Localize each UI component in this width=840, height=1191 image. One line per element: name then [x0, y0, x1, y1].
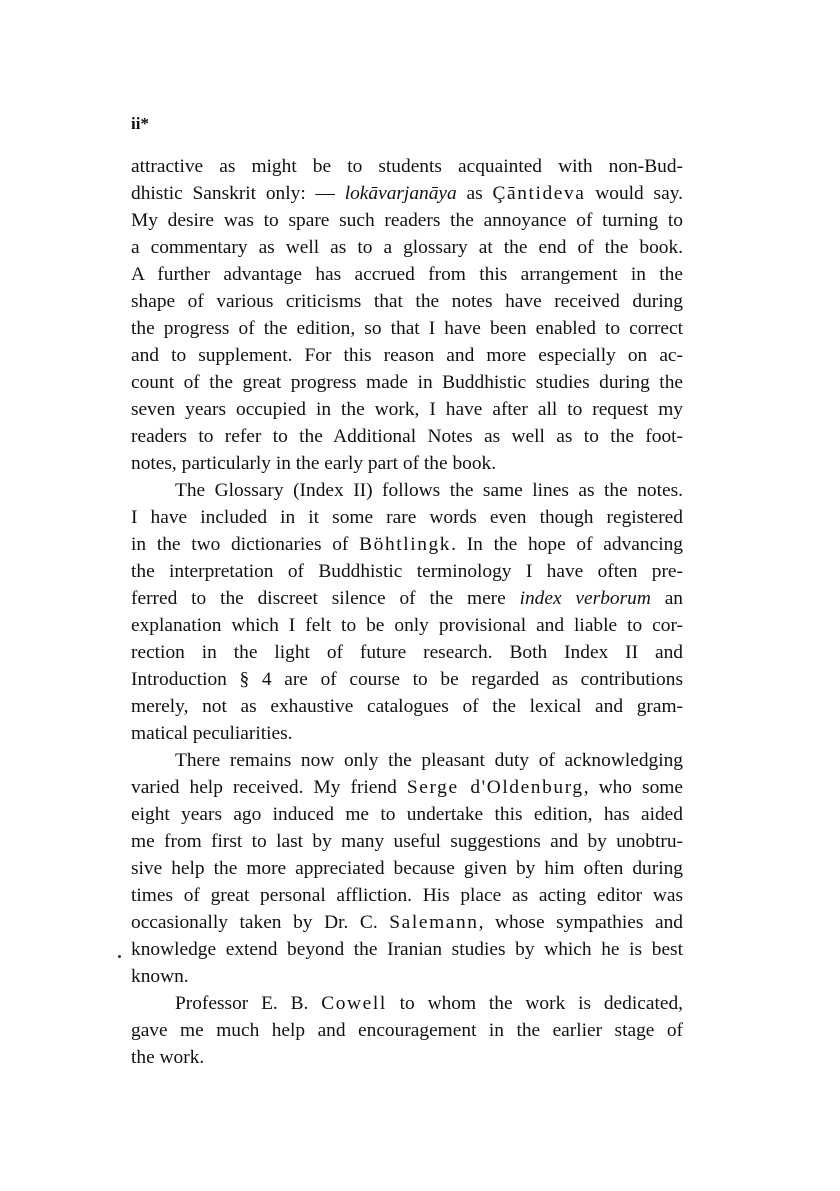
text-segment: the work. — [131, 1047, 205, 1068]
text-segment: The Glossary (Index II) follows the same lines as the notes. — [175, 480, 683, 501]
text-line — [131, 450, 683, 477]
text-line — [131, 585, 683, 612]
text-line — [131, 693, 683, 720]
text-segment: shape of various criticisms that the notes have received during — [131, 291, 683, 312]
text-segment: count of the great progress made in Buddhistic studies during the — [131, 372, 683, 393]
text-segment: , whose sympathies and — [478, 912, 683, 933]
text-line — [131, 207, 683, 234]
margin-mark — [118, 955, 121, 958]
text-segment: as — [456, 183, 493, 204]
page-number: ii* — [131, 114, 149, 133]
text-segment: matical peculiarities. — [131, 723, 293, 744]
text-segment: knowledge extend beyond the Iranian studies by which he is best — [131, 939, 683, 960]
text-segment: I have included in it some rare words even though registered — [131, 507, 683, 528]
text-line — [131, 639, 683, 666]
text-line — [131, 1044, 683, 1071]
text-segment: explanation which I felt to be only provisional and liable to cor- — [131, 615, 683, 636]
text-line — [131, 504, 683, 531]
spaced-name: Böhtlingk — [359, 534, 452, 555]
text-line — [131, 612, 683, 639]
text-line — [131, 855, 683, 882]
text-line — [131, 261, 683, 288]
text-line — [131, 369, 683, 396]
text-line — [131, 666, 683, 693]
text-segment: in the two dictionaries of — [131, 534, 360, 555]
text-line — [131, 909, 683, 936]
text-segment: sive help the more appreciated because given by him often during — [131, 858, 683, 879]
text-line — [131, 153, 683, 180]
text-segment: to whom the work is dedicated, — [386, 993, 683, 1014]
text-line — [131, 963, 683, 990]
text-segment: rection in the light of future research. Both Index II and — [131, 642, 683, 663]
text-line — [131, 558, 683, 585]
text-line — [131, 396, 683, 423]
text-segment: eight years ago induced me to undertake this edition, has aided — [131, 804, 683, 825]
text-segment: merely, not as exhaustive catalogues of the lexical and gram- — [131, 696, 683, 717]
text-segment: attractive as might be to students acquainted with non-Bud- — [131, 156, 683, 177]
text-line — [131, 801, 683, 828]
text-segment: seven years occupied in the work, I have after all to request my — [131, 399, 683, 420]
text-segment: the progress of the edition, so that I have been enabled to correct — [131, 318, 683, 339]
text-line — [131, 720, 683, 747]
text-segment: notes, particularly in the early part of the book. — [131, 453, 497, 474]
text-line — [131, 1017, 683, 1044]
text-line — [131, 531, 683, 558]
text-segment: and to supplement. For this reason and more especially on ac- — [131, 345, 683, 366]
text-segment: My desire was to spare such readers the annoyance of turning to — [131, 210, 683, 231]
text-segment: A further advantage has accrued from this arrangement in the — [131, 264, 683, 285]
text-line — [131, 234, 683, 261]
italic-term: index verborum — [519, 588, 651, 609]
text-line — [131, 423, 683, 450]
text-line — [131, 936, 683, 963]
spaced-name: Cowell — [321, 993, 387, 1014]
text-segment: the interpretation of Buddhistic terminology I have often pre- — [131, 561, 683, 582]
text-segment: . In the hope of advancing — [451, 534, 683, 555]
text-segment: Professor E. B. — [175, 993, 322, 1014]
text-line — [131, 342, 683, 369]
text-line — [131, 477, 683, 504]
text-segment: gave me much help and encouragement in the earlier stage of — [131, 1020, 683, 1041]
italic-term: lokāvarjanāya — [344, 183, 457, 204]
text-segment: dhistic Sanskrit only: — — [131, 183, 345, 204]
text-segment: varied help received. My friend — [131, 777, 407, 798]
text-line — [131, 828, 683, 855]
text-segment: times of great personal affliction. His place as acting editor was — [131, 885, 683, 906]
text-segment: There remains now only the pleasant duty of acknowledging — [175, 750, 683, 771]
text-line — [131, 774, 683, 801]
text-segment: would say. — [585, 183, 683, 204]
text-line — [131, 315, 683, 342]
text-segment: an — [650, 588, 683, 609]
text-segment: , who some — [583, 777, 683, 798]
text-line — [131, 882, 683, 909]
text-segment: ferred to the discreet silence of the mere — [131, 588, 520, 609]
text-segment: Introduction § 4 are of course to be regarded as contributions — [131, 669, 683, 690]
text-line — [131, 747, 683, 774]
spaced-name: Çāntideva — [492, 183, 586, 204]
text-line — [131, 180, 683, 207]
text-segment: known. — [131, 966, 189, 987]
text-segment: a commentary as well as to a glossary at the end of the book. — [131, 237, 683, 258]
spaced-name: Serge d'Oldenburg — [406, 777, 584, 798]
body-text — [131, 153, 683, 1071]
text-segment: me from first to last by many useful suggestions and by unobtru- — [131, 831, 683, 852]
text-line — [131, 990, 683, 1017]
text-line — [131, 288, 683, 315]
text-segment: readers to refer to the Additional Notes as well as to the foot- — [131, 426, 683, 447]
spaced-name: Salemann — [389, 912, 479, 933]
text-segment: occasionally taken by Dr. C. — [131, 912, 390, 933]
